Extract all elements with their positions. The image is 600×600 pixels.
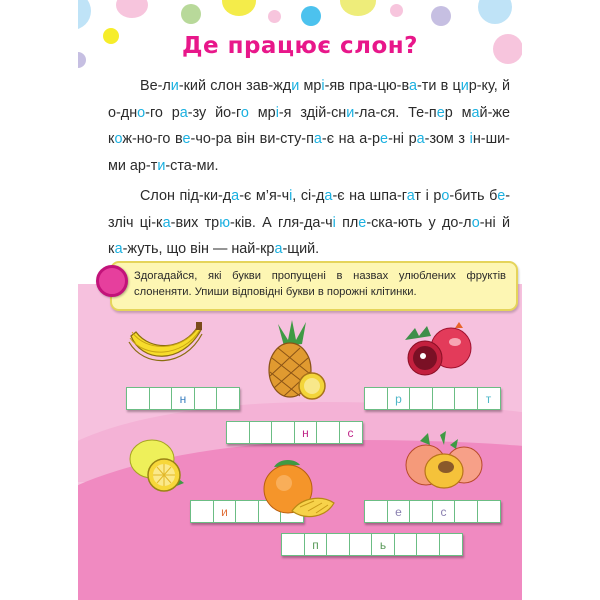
story-text-segment: -є на а-р (321, 131, 381, 147)
pineapple-icon (264, 320, 328, 402)
stressed-vowel: ю (219, 214, 230, 231)
letter-cell-empty[interactable] (326, 533, 350, 556)
stressed-vowel: а (162, 214, 171, 231)
stressed-vowel: и (346, 104, 355, 121)
letter-cell-filled: н (294, 421, 318, 444)
story-text-segment: мр (299, 78, 322, 94)
stressed-vowel: а (274, 241, 283, 257)
stressed-vowel: е (182, 131, 191, 147)
stressed-vowel: і (469, 131, 473, 147)
book-page (78, 0, 522, 600)
letter-cell-empty[interactable] (409, 500, 433, 523)
letter-cell-empty[interactable] (126, 387, 150, 410)
story-text-segment: пл (335, 214, 359, 231)
story-text (108, 73, 510, 263)
letter-cell-filled: с (339, 421, 363, 444)
decor-dot (268, 10, 281, 23)
stressed-vowel: а (471, 104, 480, 121)
decor-dot (340, 0, 376, 16)
orange-icon (256, 455, 336, 525)
lemon-icon (128, 437, 194, 493)
story-text-segment: , сі-д (292, 188, 325, 204)
decor-dot (78, 0, 91, 30)
stressed-vowel: а (416, 131, 425, 147)
story-text-segment: -є м’я-ч (239, 188, 290, 204)
letter-cell-empty[interactable] (190, 500, 214, 523)
story-text-segment: т і р (414, 188, 442, 204)
story-text-segment: -ків. А гля-да-ч (229, 214, 333, 231)
letter-cell-empty[interactable] (149, 387, 173, 410)
story-text-segment: -ска-ють у до-л (366, 214, 472, 231)
letter-cell-empty[interactable] (454, 500, 478, 523)
story-paragraph (108, 183, 510, 263)
story-text-segment: Слон під-ки-д (140, 188, 232, 204)
stressed-vowel: и (460, 78, 469, 94)
stressed-vowel: и (157, 157, 166, 174)
story-text-segment: -ні й к (108, 214, 510, 257)
letter-cell-empty[interactable] (216, 387, 240, 410)
stressed-vowel: а (408, 78, 417, 94)
story-text-segment: ж-но-го в (122, 131, 183, 147)
story-text-segment: -є на шпа-г (332, 188, 407, 204)
story-text-segment: -вих тр (170, 214, 220, 231)
decor-dot (478, 0, 512, 24)
stressed-vowel: о (240, 104, 249, 121)
stressed-vowel: і (275, 104, 279, 121)
letter-cell-empty[interactable] (364, 500, 388, 523)
pomegranate-icon (397, 322, 475, 378)
answer-grid-orange (281, 533, 463, 556)
stressed-vowel: а (231, 188, 240, 204)
stressed-vowel: е (380, 131, 389, 147)
peach-icon (402, 431, 486, 493)
story-text-segment: -ста-ми. (165, 157, 219, 174)
banana-icon (126, 322, 208, 370)
letter-cell-filled: п (304, 533, 328, 556)
story-text-segment: -кий слон зав-жд (178, 78, 292, 94)
letter-cell-filled: р (387, 387, 411, 410)
answer-grid-banana (126, 387, 240, 410)
letter-cell-filled: с (432, 500, 456, 523)
story-text-segment: -щий. (282, 241, 320, 257)
page-title: Де працює слон? (181, 33, 419, 59)
letter-cell-filled: т (477, 387, 501, 410)
letter-cell-empty[interactable] (349, 533, 373, 556)
stressed-vowel: е (497, 188, 506, 204)
decor-dot (222, 0, 256, 16)
story-text-segment: р-ку, й о-дн (108, 78, 510, 121)
stressed-vowel: а (406, 188, 415, 204)
stressed-vowel: і (332, 214, 336, 231)
stressed-vowel: і (321, 78, 325, 94)
letter-cell-empty[interactable] (194, 387, 218, 410)
story-text-segment: -зліч ці-к (108, 188, 510, 231)
stressed-vowel: о (114, 131, 123, 147)
story-text-segment: -яв пра-цю-в (324, 78, 409, 94)
decor-dot (116, 0, 148, 18)
stressed-vowel: а (324, 188, 333, 204)
stressed-vowel: о (137, 104, 146, 121)
decor-dot (390, 4, 403, 17)
story-text-segment: -жуть, що він — най-кр (122, 241, 275, 257)
letter-cell-filled: ь (371, 533, 395, 556)
story-text-segment: й-же к (108, 104, 510, 147)
stressed-vowel: е (358, 214, 367, 231)
letter-cell-empty[interactable] (226, 421, 250, 444)
answer-grid-pineapple (226, 421, 363, 444)
story-text-segment: -зом з (424, 131, 470, 147)
stressed-vowel: о (441, 188, 450, 204)
answer-grid-peach (364, 500, 501, 523)
letter-cell-filled: е (387, 500, 411, 523)
task-marker-icon (96, 265, 128, 297)
task-instructions: Здогадайся, які букви пропущені в назвах улюблених фруктів слоненяти. Упиши відповідні букви в порожні клітинки. (134, 270, 506, 298)
stressed-vowel: і (289, 188, 293, 204)
stressed-vowel: е (436, 104, 445, 121)
letter-cell-empty[interactable] (416, 533, 440, 556)
letter-cell-empty[interactable] (477, 500, 501, 523)
letter-cell-empty[interactable] (439, 533, 463, 556)
story-text-segment: р м (444, 104, 472, 121)
story-text-segment: Ве-л (140, 78, 171, 94)
letter-cell-empty[interactable] (249, 421, 273, 444)
stressed-vowel: и (170, 78, 179, 94)
letter-cell-empty[interactable] (271, 421, 295, 444)
story-text-segment: н-ши-ми ар-т (108, 131, 510, 174)
letter-cell-filled: н (171, 387, 195, 410)
letter-cell-empty[interactable] (364, 387, 388, 410)
story-text-segment: -бить б (449, 188, 498, 204)
task-box (110, 261, 518, 311)
story-text-segment: -ти в ц (416, 78, 461, 94)
decor-dot (431, 6, 451, 26)
decor-dot (181, 4, 201, 24)
letter-cell-filled: и (213, 500, 237, 523)
story-text-segment: -чо-ра він ви-сту-п (190, 131, 314, 147)
letter-cell-empty[interactable] (409, 387, 433, 410)
story-text-segment: -ні р (388, 131, 417, 147)
story-paragraph (108, 73, 510, 179)
letter-cell-empty[interactable] (432, 387, 456, 410)
story-text-segment: -ла-ся. Те-п (354, 104, 437, 121)
story-text-segment: мр (248, 104, 276, 121)
letter-cell-empty[interactable] (454, 387, 478, 410)
decor-dot (301, 6, 321, 26)
stressed-vowel: о (471, 214, 480, 231)
stressed-vowel: а (313, 131, 322, 147)
answer-grid-pomegranate (364, 387, 501, 410)
letter-cell-empty[interactable] (316, 421, 340, 444)
letter-cell-empty[interactable] (281, 533, 305, 556)
stressed-vowel: и (291, 78, 300, 94)
story-text-segment: -я здій-сн (278, 104, 347, 121)
story-text-segment: -зу йо-г (187, 104, 241, 121)
stressed-vowel: а (114, 241, 123, 257)
letter-cell-empty[interactable] (394, 533, 418, 556)
stressed-vowel: а (179, 104, 188, 121)
story-text-segment: -го р (145, 104, 180, 121)
